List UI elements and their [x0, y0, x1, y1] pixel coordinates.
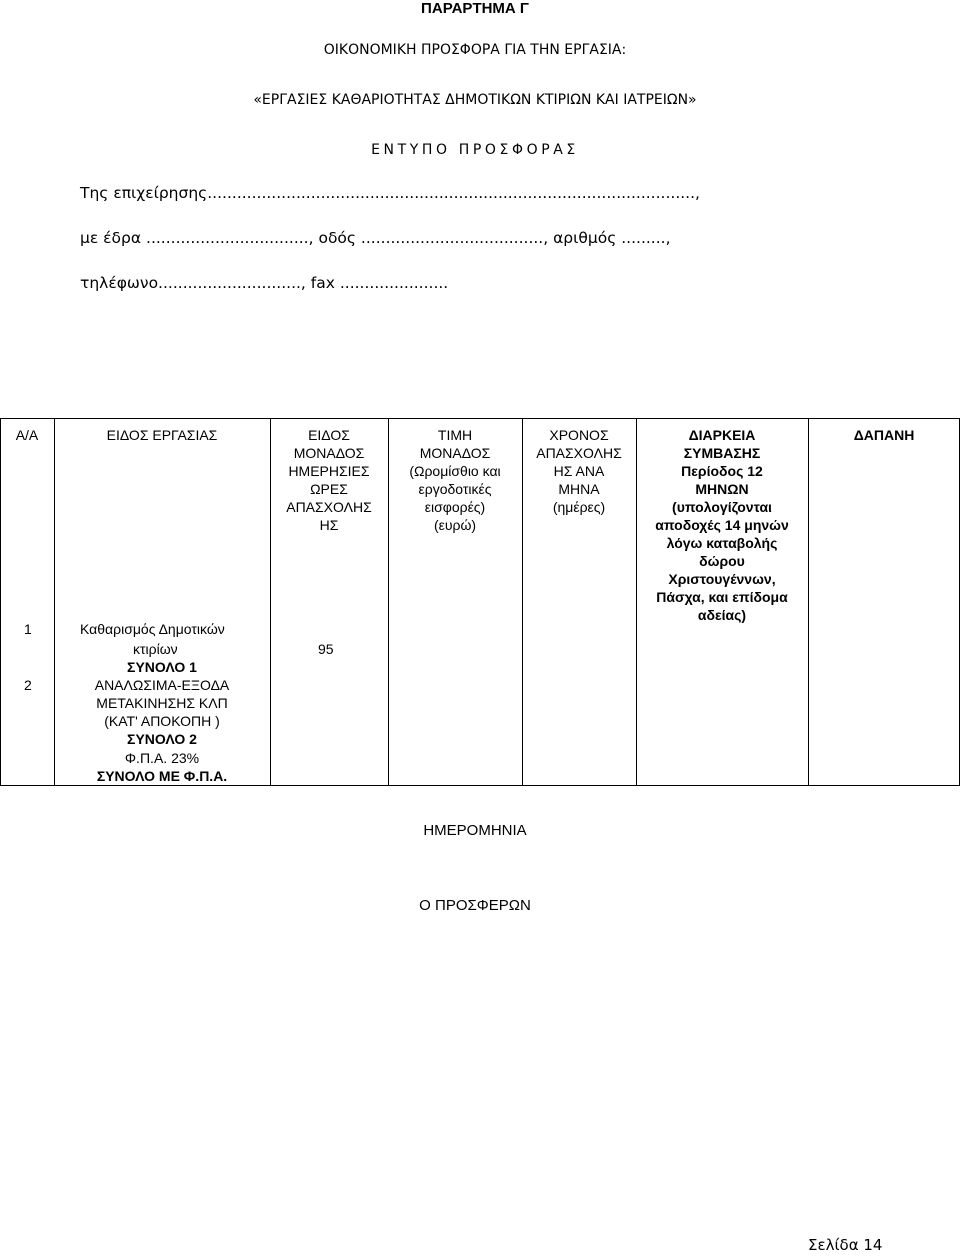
row-2-description-line-1: ΑΝΑΛΩΣΙΜΑ-ΕΞΟΔΑ: [94, 677, 230, 693]
row-1-description-line-2: κτιρίων: [133, 641, 178, 657]
offerer-label: Ο ΠΡΟΣΦΕΡΩΝ: [419, 897, 531, 914]
header-work-type: ΕΙΔΟΣ ΕΡΓΑΣΙΑΣ: [106, 427, 218, 443]
page-number: Σελίδα 14: [808, 1236, 883, 1254]
offer-table: [0, 418, 960, 786]
header-expense: ΔΑΠΑΝΗ: [853, 427, 915, 443]
row-2-number: 2: [24, 677, 32, 693]
total-2-label: ΣΥΝΟΛΟ 2: [127, 731, 197, 747]
date-label: ΗΜΕΡΟΜΗΝΙΑ: [423, 822, 527, 839]
row-2-description-line-3: (ΚΑΤ' ΑΠΟΚΟΠΗ ): [104, 713, 220, 729]
header-daily-hours: ΕΙΔΟΣ ΜΟΝΑΔΟΣ ΗΜΕΡΗΣΙΕΣ ΩΡΕΣ ΑΠΑΣΧΟΛΗΣ ΗΣ: [286, 427, 372, 533]
phone-line: τηλέφωνο............................., fax ......................: [80, 274, 449, 292]
company-line: Της επιχείρησης...................................................................................................,: [80, 184, 700, 202]
offer-subtitle: ΟΙΚΟΝΟΜΙΚΗ ΠΡΟΣΦΟΡΑ ΓΙΑ ΤΗΝ ΕΡΓΑΣΙΑ:: [323, 42, 627, 58]
form-label: ΕΝΤΥΠΟ ΠΡΟΣΦΟΡΑΣ: [371, 142, 579, 158]
row-1-number: 1: [24, 621, 32, 637]
header-unit-price: ΤΙΜΗ ΜΟΝΑΔΟΣ (Ωρομίσθιο και εργοδοτικές εισφορές) (ευρώ): [409, 427, 501, 533]
row-1-daily-hours: 95: [318, 641, 334, 657]
vat-label: Φ.Π.Α. 23%: [124, 750, 200, 766]
row-2-description-line-2: ΜΕΤΑΚΙΝΗΣΗΣ ΚΛΠ: [96, 695, 228, 711]
page-title: ΠΑΡΑΡΤΗΜΑ Γ: [421, 0, 529, 17]
seat-line: με έδρα ................................., οδός ....................................., αριθμός .........,: [80, 229, 671, 247]
header-aa: Α/Α: [15, 427, 39, 443]
header-contract-duration: ΔΙΑΡΚΕΙΑ ΣΥΜΒΑΣΗΣ Περίοδος 12 ΜΗΝΩΝ (υπολογίζονται αποδοχές 14 μηνών λόγω καταβολής δώρου Χριστουγέννων, Πάσχα, και επίδομα αδείας): [655, 427, 789, 623]
project-name: «ΕΡΓΑΣΙΕΣ ΚΑΘΑΡΙΟΤΗΤΑΣ ΔΗΜΟΤΙΚΩΝ ΚΤΙΡΙΩΝ ΚΑΙ ΙΑΤΡΕΙΩΝ»: [253, 92, 697, 108]
row-1-description-line-1: Καθαρισμός Δημοτικών: [80, 621, 225, 637]
header-monthly-time: ΧΡΟΝΟΣ ΑΠΑΣΧΟΛΗΣ ΗΣ ΑΝΑ ΜΗΝΑ (ημέρες): [536, 427, 622, 515]
total-with-vat-label: ΣΥΝΟΛΟ ΜΕ Φ.Π.Α.: [96, 768, 228, 784]
total-1-label: ΣΥΝΟΛΟ 1: [127, 659, 197, 675]
